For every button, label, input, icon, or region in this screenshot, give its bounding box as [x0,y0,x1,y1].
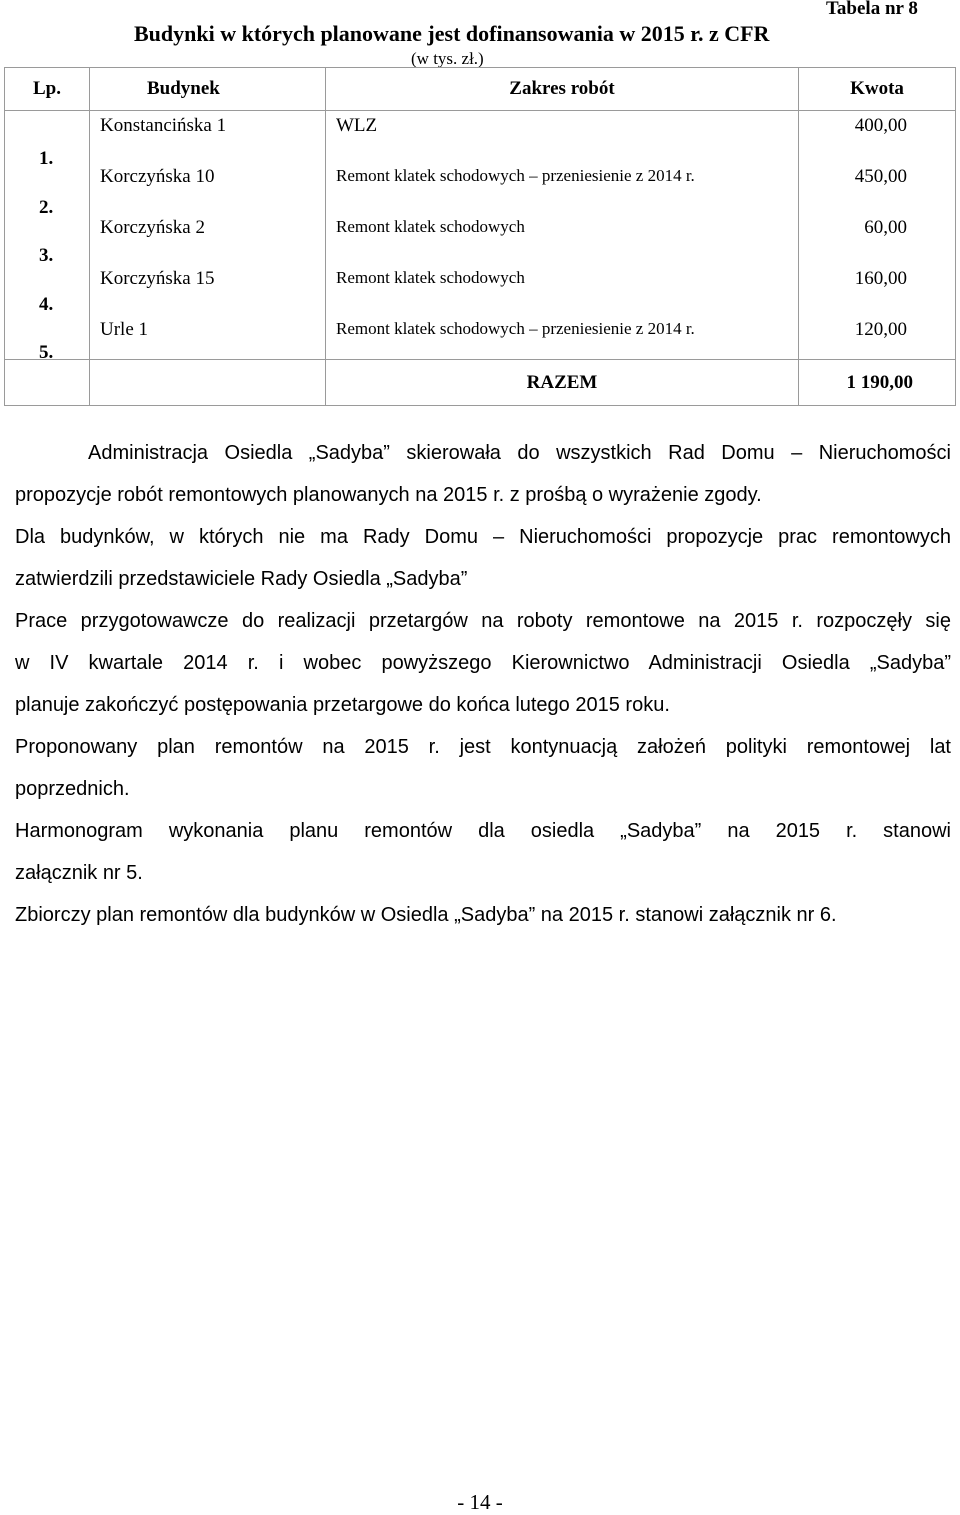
paragraph-line: Zbiorczy plan remontów dla budynków w Osiedla „Sadyba” na 2015 r. stanowi załącznik nr 6. [15,904,837,926]
page-subtitle: (w tys. zł.) [411,49,484,68]
column-header-amount: Kwota [799,68,956,111]
building-cell: Korczyńska 10 [90,162,326,213]
building-cell: Urle 1 [90,315,326,360]
paragraph-1 [15,432,951,516]
scope-cell: Remont klatek schodowych – przeniesienie z 2014 r. [326,315,799,360]
scope-cell: Remont klatek schodowych – przeniesienie z 2014 r. [326,162,799,213]
total-label: RAZEM [326,360,799,406]
paragraph-6 [15,894,951,936]
table-row [5,162,956,213]
table-row [5,315,956,360]
paragraph-5 [15,810,951,894]
paragraph-line: Harmonogram wykonania planu remontów dla osiedla „Sadyba” na 2015 r. stanowi [15,820,951,842]
page-title: Budynki w których planowane jest dofinansowania w 2015 r. z CFR [134,21,770,46]
empty-cell [90,360,326,406]
building-cell: Korczyńska 15 [90,264,326,315]
row-number: 3. [39,245,54,266]
column-header-scope: Zakres robót [326,68,799,111]
paragraph-2 [15,516,951,600]
table-row [5,213,956,264]
paragraph-line: zatwierdzili przedstawiciele Rady Osiedla „Sadyba” [15,568,468,590]
paragraph-line: Administracja Osiedla „Sadyba” skierowała do wszystkich Rad Domu – Nieruchomości [88,442,951,464]
page-number: - 14 - [457,1490,503,1514]
table-row [5,264,956,315]
paragraph-3 [15,600,951,726]
table-header-row [5,68,956,111]
scope-cell: Remont klatek schodowych [326,213,799,264]
lp-column [5,111,90,363]
total-row [5,360,956,406]
budget-table [4,67,956,406]
row-number: 5. [39,342,54,363]
scope-cell: WLZ [326,111,799,163]
paragraph-4 [15,726,951,810]
row-number: 4. [39,293,54,315]
paragraph-line: Prace przygotowawcze do realizacji przetargów na roboty remontowe na 2015 r. rozpoczęły się [15,610,951,632]
paragraph-line: poprzednich. [15,778,130,800]
paragraph-line: załącznik nr 5. [15,862,143,884]
total-value: 1 190,00 [799,360,956,406]
paragraph-line: Proponowany plan remontów na 2015 r. jest kontynuacją założeń polityki remontowej lat [15,736,951,758]
paragraph-line: planuje zakończyć postępowania przetargowe do końca lutego 2015 roku. [15,694,670,716]
row-number: 2. [39,196,54,218]
paragraph-line: propozycje robót remontowych planowanych na 2015 r. z prośbą o wyrażenie zgody. [15,484,762,506]
table-row [5,111,956,163]
amount-cell: 160,00 [799,264,956,315]
paragraph-line: w IV kwartale 2014 r. i wobec powyższego Kierownictwo Administracji Osiedla „Sadyba” [15,652,951,674]
column-header-building: Budynek [90,68,326,111]
row-number: 1. [39,148,54,169]
table-number: Tabela nr 8 [826,0,918,19]
building-cell: Konstancińska 1 [90,111,326,163]
amount-cell: 450,00 [799,162,956,213]
building-cell: Korczyńska 2 [90,213,326,264]
amount-cell: 120,00 [799,315,956,360]
amount-cell: 400,00 [799,111,956,163]
column-header-lp: Lp. [5,68,90,111]
scope-cell: Remont klatek schodowych [326,264,799,315]
paragraph-line: Dla budynków, w których nie ma Rady Domu – Nieruchomości propozycje prac remontowych [15,526,951,548]
amount-cell: 60,00 [799,213,956,264]
